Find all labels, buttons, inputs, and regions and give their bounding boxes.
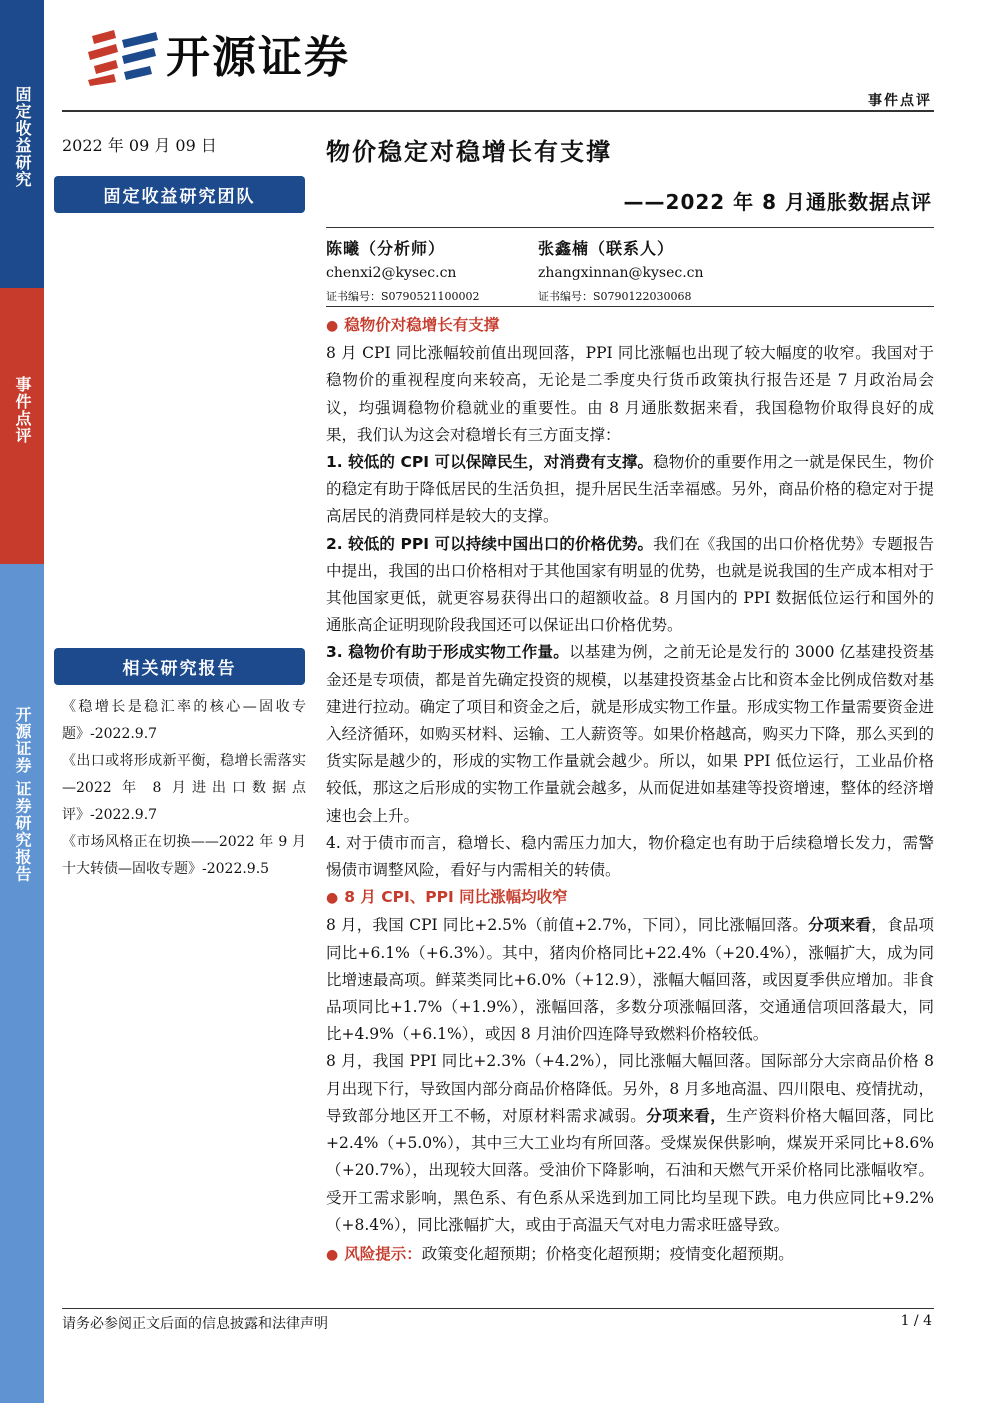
doc-type-label: 事件点评	[868, 93, 932, 109]
related-report-item[interactable]: 《出口或将形成新平衡，稳增长需落实—2022 年 8 月进出口数据点评》-2022.9.7	[62, 753, 306, 823]
section-heading: ● 8 月 CPI、PPI 同比涨幅均收窄	[326, 888, 568, 907]
author-cert: 证书编号：S0790122030068	[538, 290, 692, 303]
author-email[interactable]: chenxi2@kysec.cn	[326, 265, 457, 281]
footer-disclaimer: 请务必参阅正文后面的信息披露和法律声明	[62, 1316, 328, 1332]
report-subtitle: ——2022 年 8 月通胀数据点评	[623, 190, 932, 214]
report-title: 物价稳定对稳增长有支撑	[326, 138, 612, 166]
related-reports-title: 相关研究报告	[122, 659, 237, 679]
author-block	[538, 237, 704, 309]
paragraph: 2. 较低的 PPI 可以持续中国出口的价格优势。我们在《我国的出口价格优势》专题报告中提出，我国的出口价格相对于其他国家有明显的优势，也就是说我国的生产成本相对于其他国家更低，就更容易获得出口的超额收益。8 月国内的 PPI 数据低位运行和国外的通胀高企证明现阶段我国还可以保证出口价格优势。	[326, 534, 934, 635]
paragraph: 8 月，我国 CPI 同比+2.5%（前值+2.7%，下同），同比涨幅回落。分项来看，食品项同比+6.1%（+6.3%）。其中，猪肉价格同比+22.4%（+20.4%），涨幅扩大，成为同比增速最高项。鲜菜类同比+6.0%（+12.9），涨幅大幅回落，或因夏季供应增加。非食品项同比+1.7%（+1.9%），涨幅回落，多数分项涨幅回落，交通通信项回落最大，同比+4.9%（+6.1%），或因 8 月油价四连降导致燃料价格较低。	[326, 916, 934, 1044]
author-name: 陈曦（分析师）	[326, 239, 446, 258]
bullet-icon: ●	[326, 890, 339, 907]
related-reports-header	[54, 648, 305, 685]
logo-mark-icon	[86, 30, 162, 86]
paragraph-lead: 2. 较低的 PPI 可以持续中国出口的价格优势。	[326, 534, 654, 553]
related-reports-list	[62, 694, 306, 883]
author-block	[326, 237, 480, 309]
logo-text: 开源证券	[166, 32, 350, 83]
paragraph: 8 月 CPI 同比涨幅较前值出现回落，PPI 同比涨幅也出现了较大幅度的收窄。我国对于稳物价的重视程度向来较高，无论是二季度央行货币政策执行报告还是 7 月政治局会议，均强调稳物价稳就业的重要性。由 8 月通胀数据来看，我国稳物价取得良好的成果，我们认为这会对稳增长有三方面支撑：	[326, 344, 934, 444]
risk-note: ● 风险提示：政策变化超预期；价格变化超预期；疫情变化超预期。	[326, 1244, 794, 1263]
team-badge	[54, 176, 305, 213]
paragraph-lead: 3. 稳物价有助于形成实物工作量。	[326, 643, 570, 662]
sidebar-segment-event	[0, 288, 44, 564]
report-body	[326, 312, 934, 1269]
team-label: 固定收益研究团队	[103, 187, 256, 207]
paragraph: 4. 对于债市而言，稳增长、稳内需压力加大，物价稳定也有助于后续稳增长发力，需警惕债市调整风险，看好与内需相关的转债。	[326, 833, 934, 880]
bullet-icon: ●	[326, 1246, 339, 1263]
author-email[interactable]: zhangxinnan@kysec.cn	[538, 265, 704, 281]
sidebar-label-brand: 开源证券 证券研究报告	[13, 706, 32, 883]
sidebar-segment-brand	[0, 564, 44, 1403]
paragraph-lead: 1. 较低的 CPI 可以保障民生，对消费有支撑。	[326, 453, 654, 472]
author-cert: 证书编号：S0790521100002	[326, 290, 480, 303]
paragraph: 3. 稳物价有助于形成实物工作量。以基建为例，之前无论是发行的 3000 亿基建投资基金还是专项债，都是首先确定投资的规模，以基建投资基金占比和资本金比例成倍数对基建进行拉动。确定了项目和资金之后，就是形成实物工作量。形成实物工作量需要资金进入经济循环，如购买材料、运输、工人薪资等。如果价格越高，购买力下降，那么买到的货实际是越少的，形成的实物工作量就会越少。所以，如果 PPI 低位运行，工业品价格较低，那这之后形成的实物工作量就会越多，从而促进如基建等投资增速，整体的经济增速也会上升。	[326, 643, 934, 825]
title-divider	[326, 227, 934, 228]
section-heading: ● 稳物价对稳增长有支撑	[326, 316, 500, 334]
sidebar	[0, 0, 44, 1403]
sidebar-segment-fixed-income	[0, 0, 44, 288]
logo	[86, 28, 386, 88]
page-number: 1 / 4	[900, 1313, 932, 1329]
header-divider	[62, 110, 934, 112]
author-name: 张鑫楠（联系人）	[538, 239, 675, 258]
related-report-item[interactable]: 《稳增长是稳汇率的核心—固收专题》-2022.9.7	[62, 699, 306, 742]
sidebar-label-event: 事件点评	[13, 376, 32, 444]
report-date: 2022 年 09 月 09 日	[62, 136, 217, 155]
bullet-icon: ●	[326, 318, 339, 334]
footer-divider	[62, 1308, 934, 1309]
related-report-item[interactable]: 《市场风格正在切换——2022 年 9 月十大转债—固收专题》-2022.9.5	[62, 834, 306, 877]
paragraph: 1. 较低的 CPI 可以保障民生，对消费有支撑。稳物价的重要作用之一就是保民生，物价的稳定有助于降低居民的生活负担，提升居民生活幸福感。另外，商品价格的稳定对于提高居民的消费同样是较大的支撑。	[326, 453, 934, 526]
paragraph: 8 月，我国 PPI 同比+2.3%（+4.2%），同比涨幅大幅回落。国际部分大宗商品价格 8 月出现下行，导致国内部分商品价格降低。另外，8 月多地高温、四川限电、疫情扰动，导致部分地区开工不畅，对原材料需求减弱。分项来看，生产资料价格大幅回落，同比+2.4%（+5.0%），其中三大工业均有所回落。受煤炭保供影响，煤炭开采同比+8.6%（+20.7%），出现较大回落。受油价下降影响，石油和天燃气开采价格同比涨幅收窄。受开工需求影响，黑色系、有色系从采选到加工同比均呈现下跌。电力供应同比+9.2%（+8.4%），同比涨幅扩大，或由于高温天气对电力需求旺盛导致。	[326, 1052, 934, 1234]
sidebar-label-fixed-income: 固定收益研究	[13, 86, 32, 188]
author-divider	[326, 306, 934, 307]
